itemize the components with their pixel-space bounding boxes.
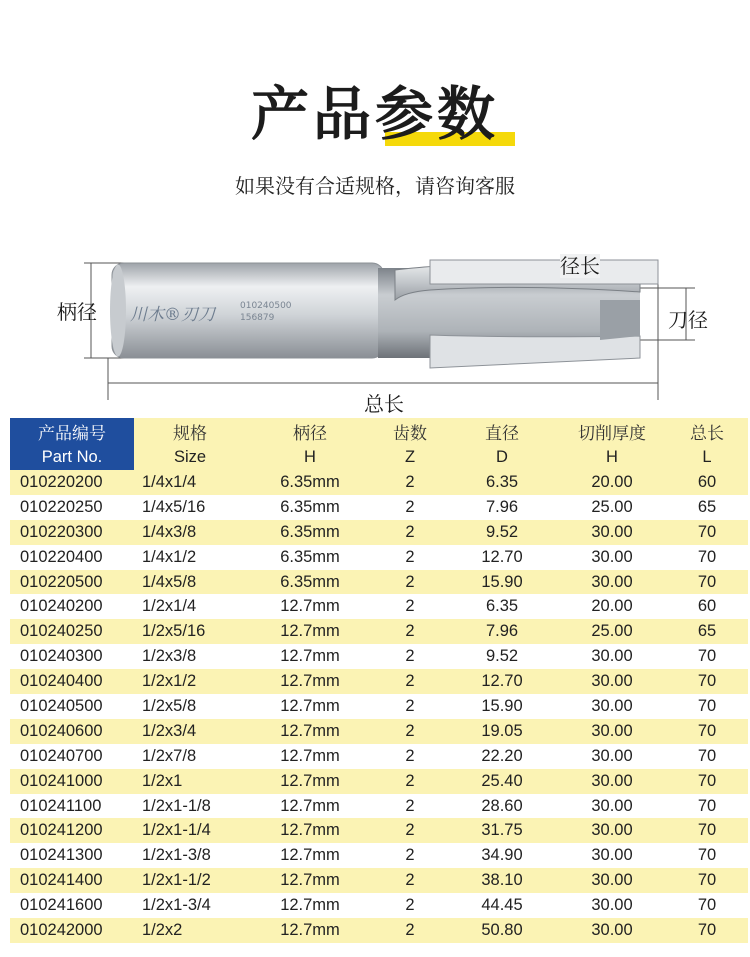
shank-cell: 12.7mm (246, 893, 374, 918)
shank-code-engraving: 010240500 (240, 301, 292, 311)
cut-depth-cell: 25.00 (558, 495, 666, 520)
size-cell: 1/2x1/2 (134, 669, 246, 694)
size-cell: 1/2x1-1/4 (134, 818, 246, 843)
shank-batch-engraving: 156879 (240, 313, 275, 323)
table-row (10, 545, 748, 570)
size-cell: 1/2x1-1/8 (134, 794, 246, 819)
shank-cell: 12.7mm (246, 619, 374, 644)
table-row (10, 794, 748, 819)
shank-cell: 12.7mm (246, 918, 374, 943)
header-cut-depth-en: H (558, 444, 666, 470)
length-cell: 70 (666, 868, 748, 893)
header-size-en: Size (134, 444, 246, 470)
length-cell: 70 (666, 644, 748, 669)
size-cell: 1/4x1/4 (134, 470, 246, 495)
size-cell: 1/2x5/16 (134, 619, 246, 644)
cut-depth-cell: 25.00 (558, 619, 666, 644)
router-bit-diagram (0, 240, 750, 415)
part-no-cell: 010241200 (10, 818, 134, 843)
teeth-cell: 2 (374, 594, 446, 619)
diameter-cell: 6.35 (446, 470, 558, 495)
teeth-cell: 2 (374, 619, 446, 644)
page-subtitle: 如果没有合适规格，请咨询客服 (235, 174, 515, 198)
table-row (10, 644, 748, 669)
length-cell: 70 (666, 570, 748, 595)
shank-cell: 12.7mm (246, 644, 374, 669)
teeth-cell: 2 (374, 470, 446, 495)
shank-cell: 12.7mm (246, 818, 374, 843)
length-cell: 70 (666, 818, 748, 843)
router-bit-drawing (0, 240, 750, 415)
teeth-cell: 2 (374, 744, 446, 769)
cut-depth-cell: 30.00 (558, 794, 666, 819)
diameter-cell: 9.52 (446, 644, 558, 669)
part-no-cell: 010220200 (10, 470, 134, 495)
header-length-cn: 总长 (666, 418, 748, 444)
diameter-cell: 22.20 (446, 744, 558, 769)
length-cell: 65 (666, 495, 748, 520)
teeth-cell: 2 (374, 570, 446, 595)
part-no-cell: 010220400 (10, 545, 134, 570)
table-row (10, 694, 748, 719)
diameter-cell: 50.80 (446, 918, 558, 943)
part-no-cell: 010241000 (10, 769, 134, 794)
length-cell: 70 (666, 744, 748, 769)
part-no-cell: 010240600 (10, 719, 134, 744)
cut-depth-cell: 30.00 (558, 918, 666, 943)
shank-cell: 12.7mm (246, 594, 374, 619)
diameter-cell: 28.60 (446, 794, 558, 819)
part-no-cell: 010241300 (10, 843, 134, 868)
length-cell: 70 (666, 719, 748, 744)
table-row (10, 818, 748, 843)
length-cell: 70 (666, 669, 748, 694)
teeth-cell: 2 (374, 694, 446, 719)
shank-cell: 12.7mm (246, 669, 374, 694)
diameter-cell: 31.75 (446, 818, 558, 843)
table-row (10, 893, 748, 918)
table-header-en (10, 444, 748, 470)
length-cell: 70 (666, 545, 748, 570)
table-row (10, 719, 748, 744)
diameter-cell: 7.96 (446, 619, 558, 644)
table-row (10, 619, 748, 644)
cutter-diameter-label: 刀径 (668, 308, 708, 332)
part-no-cell: 010241100 (10, 794, 134, 819)
table-row (10, 843, 748, 868)
header-teeth-en: Z (374, 444, 446, 470)
diameter-cell: 38.10 (446, 868, 558, 893)
part-no-cell: 010220250 (10, 495, 134, 520)
table-header-cn (10, 418, 748, 444)
length-cell: 70 (666, 918, 748, 943)
teeth-cell: 2 (374, 669, 446, 694)
table-row (10, 918, 748, 943)
part-no-cell: 010241400 (10, 868, 134, 893)
length-cell: 60 (666, 470, 748, 495)
part-no-cell: 010220500 (10, 570, 134, 595)
length-cell: 70 (666, 694, 748, 719)
size-cell: 1/4x1/2 (134, 545, 246, 570)
length-cell: 70 (666, 769, 748, 794)
length-cell: 60 (666, 594, 748, 619)
length-cell: 70 (666, 893, 748, 918)
shank-cell: 12.7mm (246, 868, 374, 893)
size-cell: 1/2x1-3/8 (134, 843, 246, 868)
teeth-cell: 2 (374, 545, 446, 570)
shank-brand-engraving: 川木®刃刀 (130, 305, 215, 325)
diameter-cell: 12.70 (446, 669, 558, 694)
table-row (10, 570, 748, 595)
shank-cell: 12.7mm (246, 769, 374, 794)
shank-cell: 12.7mm (246, 694, 374, 719)
header-size-cn: 规格 (134, 418, 246, 444)
size-cell: 1/2x7/8 (134, 744, 246, 769)
part-no-cell: 010220300 (10, 520, 134, 545)
teeth-cell: 2 (374, 495, 446, 520)
diameter-cell: 9.52 (446, 520, 558, 545)
size-cell: 1/2x1 (134, 769, 246, 794)
cut-depth-cell: 30.00 (558, 769, 666, 794)
table-row (10, 520, 748, 545)
shank-cell: 6.35mm (246, 470, 374, 495)
cutting-length-label: 径长 (560, 254, 600, 278)
cut-depth-cell: 30.00 (558, 719, 666, 744)
size-cell: 1/2x1-1/2 (134, 868, 246, 893)
part-no-cell: 010240250 (10, 619, 134, 644)
table-row (10, 470, 748, 495)
table-row (10, 594, 748, 619)
shank-cell: 6.35mm (246, 570, 374, 595)
header-shank-cn: 柄径 (246, 418, 374, 444)
part-no-cell: 010240500 (10, 694, 134, 719)
size-cell: 1/4x5/8 (134, 570, 246, 595)
header-length-en: L (666, 444, 748, 470)
header-shank-en: H (246, 444, 374, 470)
header-diameter-en: D (446, 444, 558, 470)
header-part-no-cn: 产品编号 (10, 418, 134, 444)
part-no-cell: 010240700 (10, 744, 134, 769)
size-cell: 1/4x3/8 (134, 520, 246, 545)
cut-depth-cell: 30.00 (558, 669, 666, 694)
header-part-no-en: Part No. (10, 444, 134, 470)
cut-depth-cell: 30.00 (558, 644, 666, 669)
teeth-cell: 2 (374, 719, 446, 744)
spec-table (10, 418, 748, 943)
size-cell: 1/2x1-3/4 (134, 893, 246, 918)
teeth-cell: 2 (374, 918, 446, 943)
cut-depth-cell: 30.00 (558, 744, 666, 769)
diameter-cell: 15.90 (446, 570, 558, 595)
diameter-cell: 25.40 (446, 769, 558, 794)
size-cell: 1/2x1/4 (134, 594, 246, 619)
header-diameter-cn: 直径 (446, 418, 558, 444)
teeth-cell: 2 (374, 794, 446, 819)
cut-depth-cell: 30.00 (558, 868, 666, 893)
cut-depth-cell: 30.00 (558, 694, 666, 719)
cut-depth-cell: 30.00 (558, 545, 666, 570)
page-title: 产品参数 (250, 80, 499, 148)
cutter-body (378, 260, 658, 368)
diameter-cell: 15.90 (446, 694, 558, 719)
table-row (10, 769, 748, 794)
teeth-cell: 2 (374, 893, 446, 918)
part-no-cell: 010241600 (10, 893, 134, 918)
part-no-cell: 010240300 (10, 644, 134, 669)
shank-cell: 12.7mm (246, 719, 374, 744)
cut-depth-cell: 30.00 (558, 570, 666, 595)
shank-cell: 6.35mm (246, 545, 374, 570)
part-no-cell: 010240400 (10, 669, 134, 694)
header-cut-depth-cn: 切削厚度 (558, 418, 666, 444)
teeth-cell: 2 (374, 843, 446, 868)
size-cell: 1/2x3/4 (134, 719, 246, 744)
teeth-cell: 2 (374, 868, 446, 893)
shank (110, 263, 384, 358)
shank-cell: 12.7mm (246, 744, 374, 769)
shank-cell: 6.35mm (246, 520, 374, 545)
diameter-cell: 19.05 (446, 719, 558, 744)
cut-depth-cell: 20.00 (558, 470, 666, 495)
size-cell: 1/2x3/8 (134, 644, 246, 669)
cut-depth-cell: 30.00 (558, 818, 666, 843)
table-row (10, 868, 748, 893)
cut-depth-cell: 20.00 (558, 594, 666, 619)
shank-diameter-label: 柄径 (57, 300, 97, 324)
spec-table-body (10, 470, 748, 943)
length-cell: 70 (666, 520, 748, 545)
shank-cell: 6.35mm (246, 495, 374, 520)
diameter-cell: 34.90 (446, 843, 558, 868)
diameter-cell: 44.45 (446, 893, 558, 918)
part-no-cell: 010242000 (10, 918, 134, 943)
overall-length-label: 总长 (364, 392, 404, 416)
shank-cell: 12.7mm (246, 843, 374, 868)
diameter-cell: 7.96 (446, 495, 558, 520)
diameter-cell: 6.35 (446, 594, 558, 619)
cut-depth-cell: 30.00 (558, 520, 666, 545)
table-row (10, 495, 748, 520)
diameter-cell: 12.70 (446, 545, 558, 570)
teeth-cell: 2 (374, 520, 446, 545)
length-cell: 65 (666, 619, 748, 644)
table-row (10, 744, 748, 769)
teeth-cell: 2 (374, 769, 446, 794)
header-teeth-cn: 齿数 (374, 418, 446, 444)
teeth-cell: 2 (374, 644, 446, 669)
table-row (10, 669, 748, 694)
size-cell: 1/2x2 (134, 918, 246, 943)
shank-cell: 12.7mm (246, 794, 374, 819)
size-cell: 1/4x5/16 (134, 495, 246, 520)
cut-depth-cell: 30.00 (558, 843, 666, 868)
part-no-cell: 010240200 (10, 594, 134, 619)
cut-depth-cell: 30.00 (558, 893, 666, 918)
size-cell: 1/2x5/8 (134, 694, 246, 719)
length-cell: 70 (666, 843, 748, 868)
length-cell: 70 (666, 794, 748, 819)
teeth-cell: 2 (374, 818, 446, 843)
